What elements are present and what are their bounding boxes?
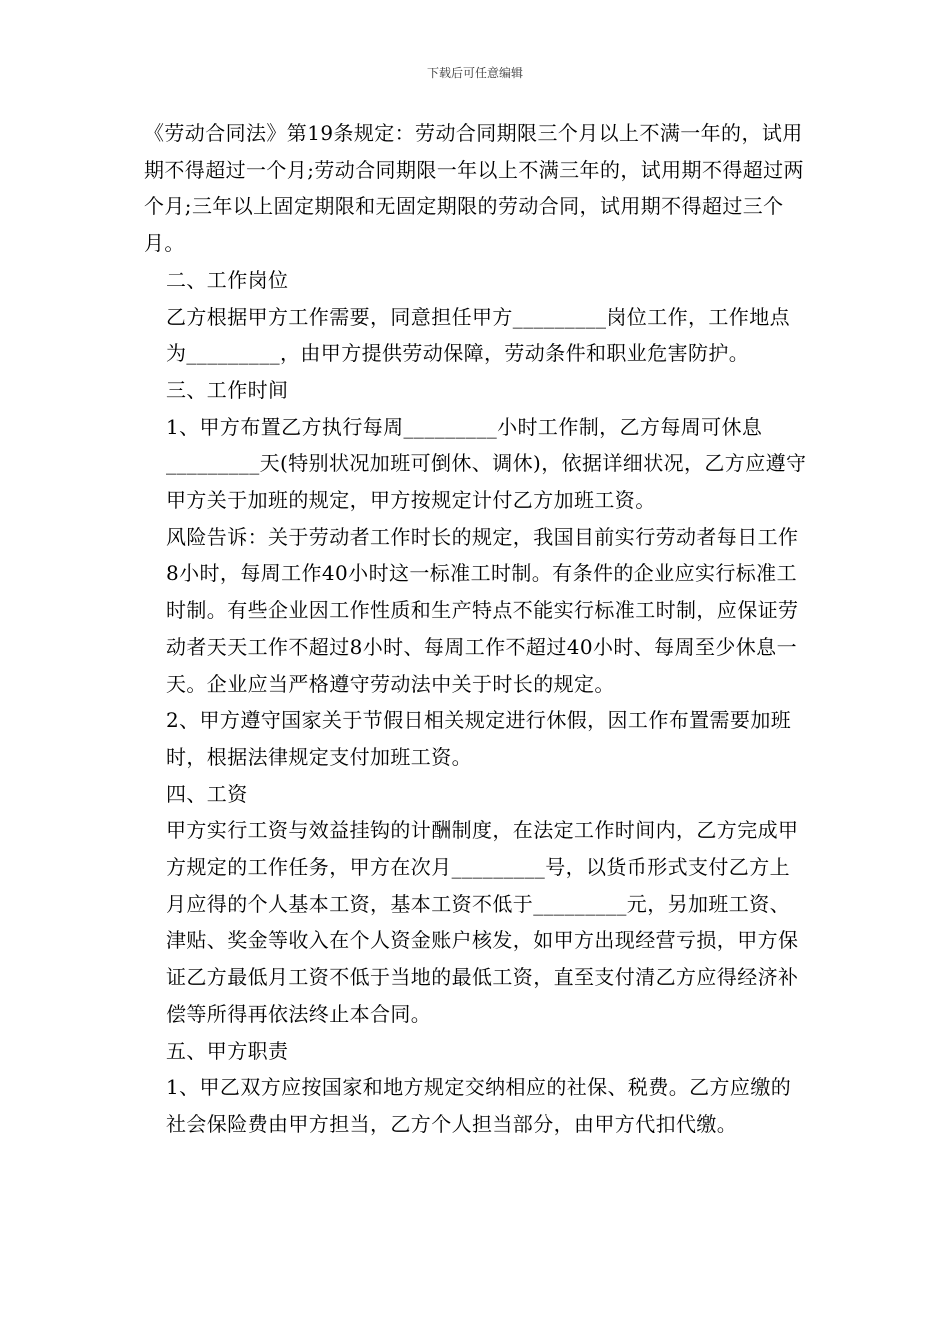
section-heading-job-position: 二、工作岗位 (166, 267, 289, 292)
paragraph-party-a-duties-1: 1、甲乙双方应按国家和地方规定交纳相应的社保、税费。乙方应缴的社会保险费由甲方担当，乙方个人担当部分，由甲方代扣代缴。 (166, 1075, 792, 1136)
paragraph-working-hours-1: 1、甲方布置乙方执行每周_________小时工作制，乙方每周可休息_________天(特别状况加班可倒休、调休)，依据详细状况，乙方应遵守甲方关于加班的规定，甲方按规定计付乙方加班工资。 (166, 414, 807, 513)
paragraph-risk-notice: 风险告诉：关于劳动者工作时长的规定，我国目前实行劳动者每日工作8小时，每周工作40小时这一标准工时制。有条件的企业应实行标准工时制。有些企业因工作性质和生产特点不能实行标准工时制，应保证劳动者天天工作不超过8小时、每周工作不超过40小时、每周至少休息一天。企业应当严格遵守劳动法中关于时长的规定。 (166, 524, 799, 696)
section-heading-party-a-duties: 五、甲方职责 (166, 1038, 289, 1063)
section-heading-wages: 四、工资 (166, 781, 248, 806)
paragraph-probation-law: 《劳动合同法》第19条规定：劳动合同期限三个月以上不满一年的，试用期不得超过一个月;劳动合同期限一年以上不满三年的，试用期不得超过两个月;三年以上固定期限和无固定期限的劳动合同，试用期不得超过三个月。 (144, 121, 804, 256)
paragraph-wages: 甲方实行工资与效益挂钩的计酬制度，在法定工作时间内，乙方完成甲方规定的工作任务，甲方在次月_________号，以货币形式支付乙方上月应得的个人基本工资，基本工资不低于_________元，另加班工资、津贴、奖金等收入在个人资金账户核发，如甲方出现经营亏损，甲方保证乙方最低月工资不低于当地的最低工资，直至支付清乙方应得经济补偿等所得再依法终止本合同。 (166, 818, 799, 1026)
section-heading-working-hours: 三、工作时间 (166, 377, 289, 402)
page-header: 下载后可任意编辑 (426, 66, 523, 80)
paragraph-job-position: 乙方根据甲方工作需要，同意担任甲方_________岗位工作，工作地点为_________，由甲方提供劳动保障，劳动条件和职业危害防护。 (166, 304, 790, 366)
document-body (144, 115, 808, 1143)
paragraph-working-hours-2: 2、甲方遵守国家关于节假日相关规定进行休假，因工作布置需要加班时，根据法律规定支付加班工资。 (166, 708, 792, 769)
